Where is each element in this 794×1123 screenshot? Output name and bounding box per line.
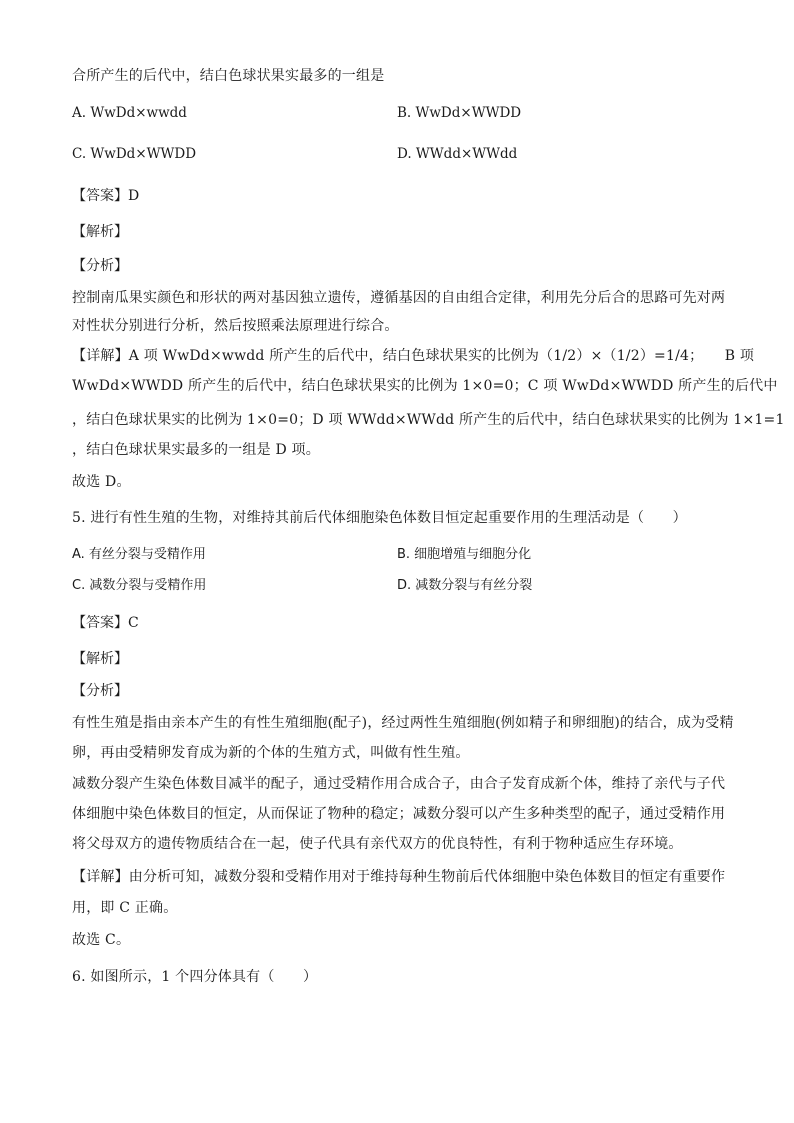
q4-option-c: C. WwDd×WWDD	[72, 146, 197, 162]
q6-stem: 6. 如图所示，1 个四分体具有（ ）	[72, 969, 318, 985]
q4-jiexi-heading: 【解析】	[72, 224, 128, 240]
q5-detail-line-2: 用，即 C 正确。	[72, 900, 178, 916]
q5-jiexi-heading: 【解析】	[72, 651, 128, 667]
q5-option-b: B. 细胞增殖与细胞分化	[397, 547, 532, 562]
q4-detail-line-3: ，结白色球状果实的比例为 1×0=0；D 项 WWdd×WWdd 所产生的后代中，结白色球状果实的比例为 1×1=1	[72, 412, 785, 428]
q5-option-d: D. 减数分裂与有丝分裂	[397, 578, 533, 593]
q4-detail-line-1: 【详解】A 项 WwDd×wwdd 所产生的后代中，结白色球状果实的比例为（1/2）×（1/2）=1/4； B 项	[72, 348, 755, 364]
q4-option-d: D. WWdd×WWdd	[397, 146, 518, 162]
q4-option-a: A. WwDd×wwdd	[72, 105, 187, 121]
q5-option-a: A. 有丝分裂与受精作用	[72, 547, 206, 562]
q4-fenxi-heading: 【分析】	[72, 258, 128, 274]
q4-answer: 【答案】D	[72, 188, 140, 204]
q5-stem: 5. 进行有性生殖的生物，对维持其前后代体细胞染色体数目恒定起重要作用的生理活动是（ ）	[72, 510, 687, 526]
q5-answer: 【答案】C	[72, 615, 139, 631]
q5-analysis-line-3: 减数分裂产生染色体数目减半的配子，通过受精作用合成合子，由合子发育成新个体，维持了亲代与子代	[72, 776, 726, 792]
q4-conclusion: 故选 D。	[72, 474, 131, 490]
q5-analysis-line-5: 将父母双方的遗传物质结合在一起，使子代具有亲代双方的优良特性，有利于物种适应生存环境。	[72, 836, 683, 852]
q4-detail-line-2: WwDd×WWDD 所产生的后代中，结白色球状果实的比例为 1×0=0；C 项 WwDd×WWDD 所产生的后代中	[72, 378, 778, 394]
q4-stem-tail: 合所产生的后代中，结白色球状果实最多的一组是	[72, 68, 385, 84]
q5-option-c: C. 减数分裂与受精作用	[72, 578, 207, 593]
q5-analysis-line-4: 体细胞中染色体数目的恒定，从而保证了物种的稳定；减数分裂可以产生多种类型的配子，通过受精作用	[72, 806, 726, 822]
q5-fenxi-heading: 【分析】	[72, 683, 128, 699]
q4-analysis-line-2: 对性状分别进行分析，然后按照乘法原理进行综合。	[72, 318, 399, 334]
q5-analysis-line-1: 有性生殖是指由亲本产生的有性生殖细胞(配子)，经过两性生殖细胞(例如精子和卵细胞)的结合，成为受精	[72, 715, 734, 731]
q5-analysis-line-2: 卵，再由受精卵发育成为新的个体的生殖方式，叫做有性生殖。	[72, 745, 470, 761]
q4-option-b: B. WwDd×WWDD	[397, 105, 522, 121]
q5-detail-line-1: 【详解】由分析可知，减数分裂和受精作用对于维持每种生物前后代体细胞中染色体数目的恒定有重要作	[72, 869, 726, 885]
q5-conclusion: 故选 C。	[72, 932, 131, 948]
q4-analysis-line-1: 控制南瓜果实颜色和形状的两对基因独立遗传，遵循基因的自由组合定律，利用先分后合的思路可先对两	[72, 290, 726, 306]
q4-detail-line-4: ，结白色球状果实最多的一组是 D 项。	[72, 442, 320, 458]
